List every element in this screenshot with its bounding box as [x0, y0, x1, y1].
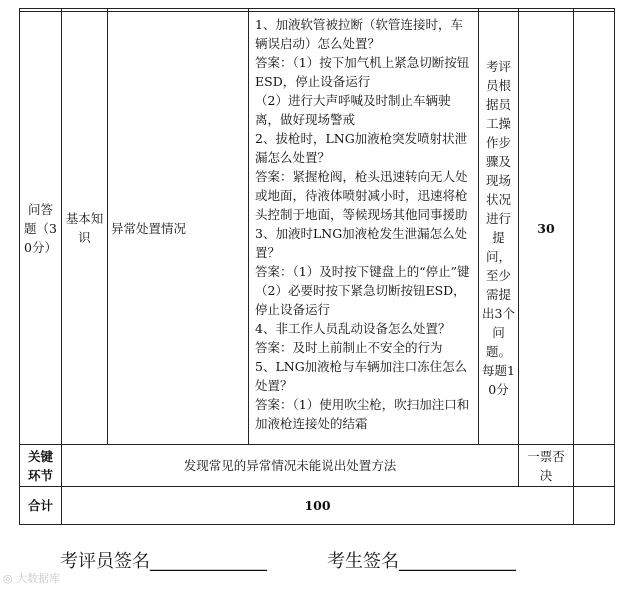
key-remark-cell [574, 445, 615, 487]
key-content-cell: 发现常见的异常情况未能说出处置方法 [62, 445, 519, 487]
assessment-table [19, 8, 615, 525]
score-cell: 30 [519, 12, 574, 445]
qa-line: 2、拔枪时，LNG加液枪突发喷射状泄漏怎么处置？ [255, 131, 468, 165]
qa-content-cell [249, 12, 479, 445]
total-label-cell: 合计 [20, 487, 62, 525]
examiner-signature-blank: _____________ [150, 551, 267, 572]
item-cell: 异常处置情况 [108, 12, 249, 445]
examinee-signature-blank: _____________ [399, 551, 516, 572]
category-cell: 问答题（30分） [20, 12, 62, 445]
key-label-cell: 关键环节 [20, 445, 62, 487]
assessment-table-fragment [19, 8, 615, 525]
watermark-text: 大数据库 [16, 572, 61, 585]
qa-line: 4、非工作人员乱动设备怎么处置？ [255, 321, 451, 336]
total-row [20, 487, 615, 525]
qa-line: （2）进行大声呼喊及时制止车辆驶离，做好现场警戒 [255, 93, 451, 127]
qa-row [20, 12, 615, 445]
qa-line: 1、加液软管被拉断（软管连接时，车辆误启动）怎么处置？ [255, 17, 463, 51]
remark-cell [574, 12, 615, 445]
total-score-cell: 100 [62, 487, 574, 525]
key-row [20, 445, 615, 487]
total-remark-cell [574, 487, 615, 525]
examiner-signature [60, 547, 267, 573]
qa-line: （2）必要时按下紧急切断按钮ESD，停止设备运行 [255, 283, 466, 317]
qa-line: 答案：（1）使用吹尘枪，吹扫加注口和加液枪连接处的结霜 [255, 397, 470, 431]
qa-line: 答案：及时上前制止不安全的行为 [255, 340, 443, 355]
examinee-signature [327, 547, 516, 573]
examiner-signature-label: 考评员签名 [60, 551, 150, 572]
qa-line: 答案：（1）及时按下键盘上的“停止”键 [255, 264, 470, 279]
qa-line: 5、LNG加液枪与车辆加注口冻住怎么处置？ [255, 359, 468, 393]
watermark-icon: ◎ [3, 572, 13, 585]
watermark-logo [3, 570, 60, 586]
key-result-cell: 一票否决 [519, 445, 574, 487]
examinee-signature-label: 考生签名 [327, 551, 399, 572]
method-cell: 考评员根据员工操作步骤及现场状况进行提问，至少需提出3个问题。每题10分 [479, 12, 519, 445]
qa-line: 3、加液时LNG加液枪发生泄漏怎么处置？ [255, 226, 468, 260]
sub-category-cell: 基本知识 [62, 12, 108, 445]
qa-line: 答案：（1）按下加气机上紧急切断按钮ESD，停止设备运行 [255, 55, 470, 89]
qa-line: 答案：紧握枪阀，枪头迅速转向无人处或地面，待液体喷射减小时，迅速将枪头控制于地面，等候现场其他同事援助 [255, 169, 468, 222]
